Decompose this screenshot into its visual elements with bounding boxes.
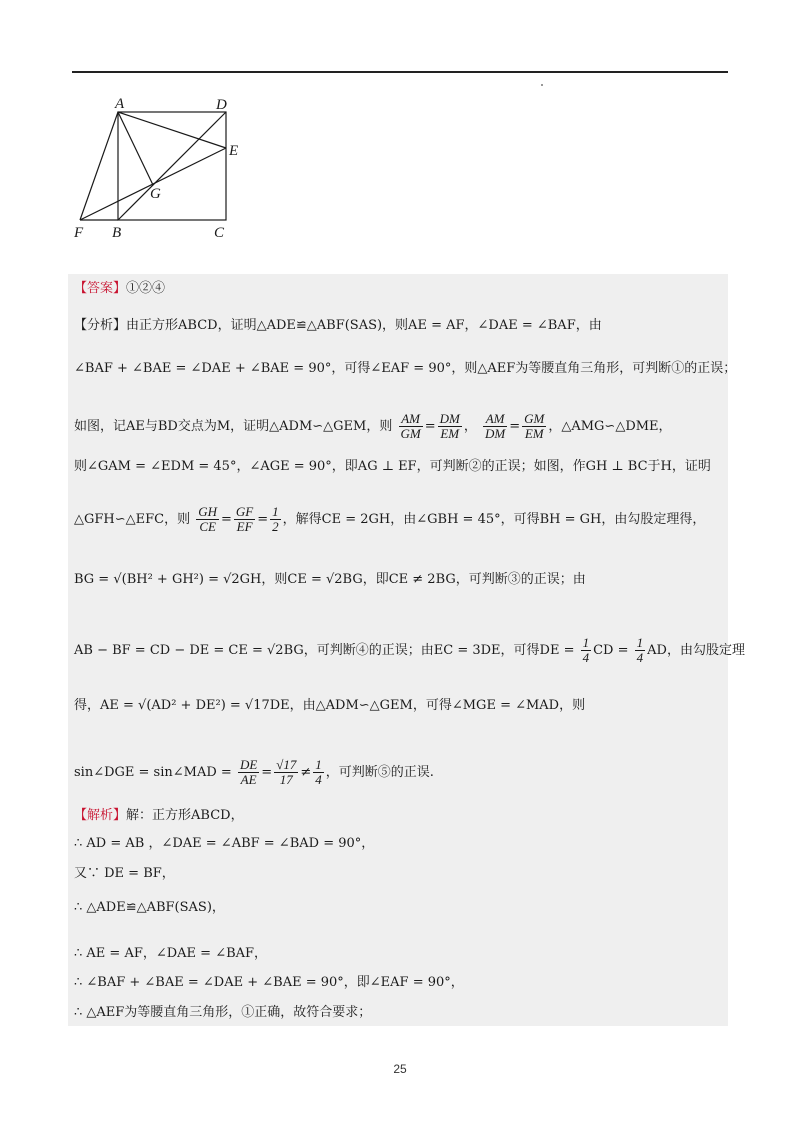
answer-line <box>74 281 724 297</box>
solution-tag: 【解析】 <box>74 808 127 823</box>
analysis-line-5: △GFH∽△EFC，则 $\frac{GH}{CE}$ = $\frac{GF}{EF}$ = $\frac{1}{2}$ ，解得CE = 2GH，由∠GBH = 45°，可得BH = GH，由勾股定理得， <box>74 504 706 534</box>
solution-line-5: ∴ AE = AF，∠DAE = ∠BAF， <box>74 946 268 961</box>
segment-ag <box>118 112 153 185</box>
solution-line-3: 又∵ DE = BF， <box>74 866 175 881</box>
header-rule <box>72 71 728 73</box>
segment-bd <box>118 112 226 220</box>
analysis-line-8: 得，AE = √(AD² + DE²) = √17DE，由△ADM∽△GEM，可得∠MGE = ∠MAD，则 <box>74 698 586 713</box>
fraction: $\frac{AM}{DM}$ <box>485 411 506 441</box>
label-f: F <box>74 225 84 241</box>
fraction: $\frac{1}{4}$ <box>636 635 644 665</box>
fraction: $\frac{AM}{GM}$ <box>400 411 421 441</box>
fraction: $\frac{1}{4}$ <box>582 635 590 665</box>
analysis-text-1: 由正方形ABCD，证明△ADE≌△ABF(SAS)，则AE = AF，∠DAE = ∠BAF，由 <box>126 318 602 333</box>
solution-line-6: ∴ ∠BAF + ∠BAE = ∠DAE + ∠BAE = 90°，即∠EAF = 90°， <box>74 975 464 990</box>
analysis-text-5b: ，解得CE = 2GH，由∠GBH = 45°，可得BH = GH，由勾股定理得， <box>282 512 706 527</box>
fraction: $\frac{GH}{CE}$ <box>198 504 218 534</box>
analysis-line-6: BG = √(BH² + GH²) = √2GH，则CE = √2BG，即CE ≠ 2BG，可判断③的正误；由 <box>74 572 586 587</box>
analysis-text-3a: 如图，记AE与BD交点为M，证明△ADM∽△GEM，则 <box>74 419 393 434</box>
solution-line-2: ∴ AD = AB ，∠DAE = ∠ABF = ∠BAD = 90°， <box>74 836 375 851</box>
analysis-line-7 <box>74 635 745 665</box>
analysis-text-3b: ，△AMG∽△DME， <box>548 419 672 434</box>
analysis-text-7a: AB − BF = CD − DE = CE = √2BG，可判断④的正误；由EC = 3DE，可得DE = <box>74 643 575 658</box>
label-e: E <box>229 143 239 159</box>
fraction: $\frac{√17}{17}$ <box>276 757 297 787</box>
solution-line-4: ∴ △ADE≌△ABF(SAS)， <box>74 900 225 915</box>
label-g: G <box>150 186 161 202</box>
analysis-text-7b: AD，由勾股定理 <box>647 643 745 658</box>
analysis-line-4: 则∠GAM = ∠EDM = 45°，∠AGE = 90°，即AG ⊥ EF，可判断②的正误；如图，作GH ⊥ BC于H，证明 <box>74 459 711 474</box>
solution-line-1 <box>74 808 724 824</box>
label-b: B <box>112 225 122 241</box>
page-number: 25 <box>393 1062 407 1076</box>
fraction: $\frac{DE}{AE}$ <box>239 757 258 787</box>
label-d: D <box>216 97 227 113</box>
label-c: C <box>214 225 225 241</box>
scan-dot <box>541 84 543 86</box>
solution-line-7: ∴ △AEF为等腰直角三角形，①正确，故符合要求； <box>74 1005 372 1020</box>
geometry-figure <box>68 92 258 242</box>
answer-text: ①②④ <box>126 281 166 296</box>
analysis-text-9b: ，可判断⑤的正误. <box>325 765 434 780</box>
analysis-text-7mid: CD = <box>593 643 629 658</box>
label-a: A <box>115 96 125 112</box>
analysis-line-3: 如图，记AE与BD交点为M，证明△ADM∽△GEM，则 $\frac{AM}{GM}$ = $\frac{DM}{EM}$ ， $\frac{AM}{DM}$ = $\frac{GM}{EM}$ ，△AMG∽△DME， <box>74 411 672 441</box>
segment-ae <box>118 112 226 148</box>
fraction: $\frac{GF}{EF}$ <box>235 504 254 534</box>
solution-text-1: 解：正方形ABCD， <box>126 808 244 823</box>
answer-tag: 【答案】 <box>74 281 127 296</box>
fraction: $\frac{1}{2}$ <box>272 504 279 534</box>
analysis-line-2: ∠BAF + ∠BAE = ∠DAE + ∠BAE = 90°，可得∠EAF = 90°，则△AEF为等腰直角三角形，可判断①的正误； <box>74 361 737 376</box>
analysis-line-1 <box>74 318 724 334</box>
analysis-text-5a: △GFH∽△EFC，则 <box>74 512 191 527</box>
fraction: $\frac{1}{4}$ <box>315 757 322 787</box>
analysis-line-9: sin∠DGE = sin∠MAD = $\frac{DE}{AE}$ = $\frac{√17}{17}$ ≠ $\frac{1}{4}$ ，可判断⑤的正误. <box>74 757 434 787</box>
fraction: $\frac{DM}{EM}$ <box>439 411 460 441</box>
analysis-text-9a: sin∠DGE = sin∠MAD = <box>74 765 232 780</box>
analysis-tag: 【分析】 <box>74 318 127 333</box>
fraction: $\frac{GM}{EM}$ <box>524 411 545 441</box>
